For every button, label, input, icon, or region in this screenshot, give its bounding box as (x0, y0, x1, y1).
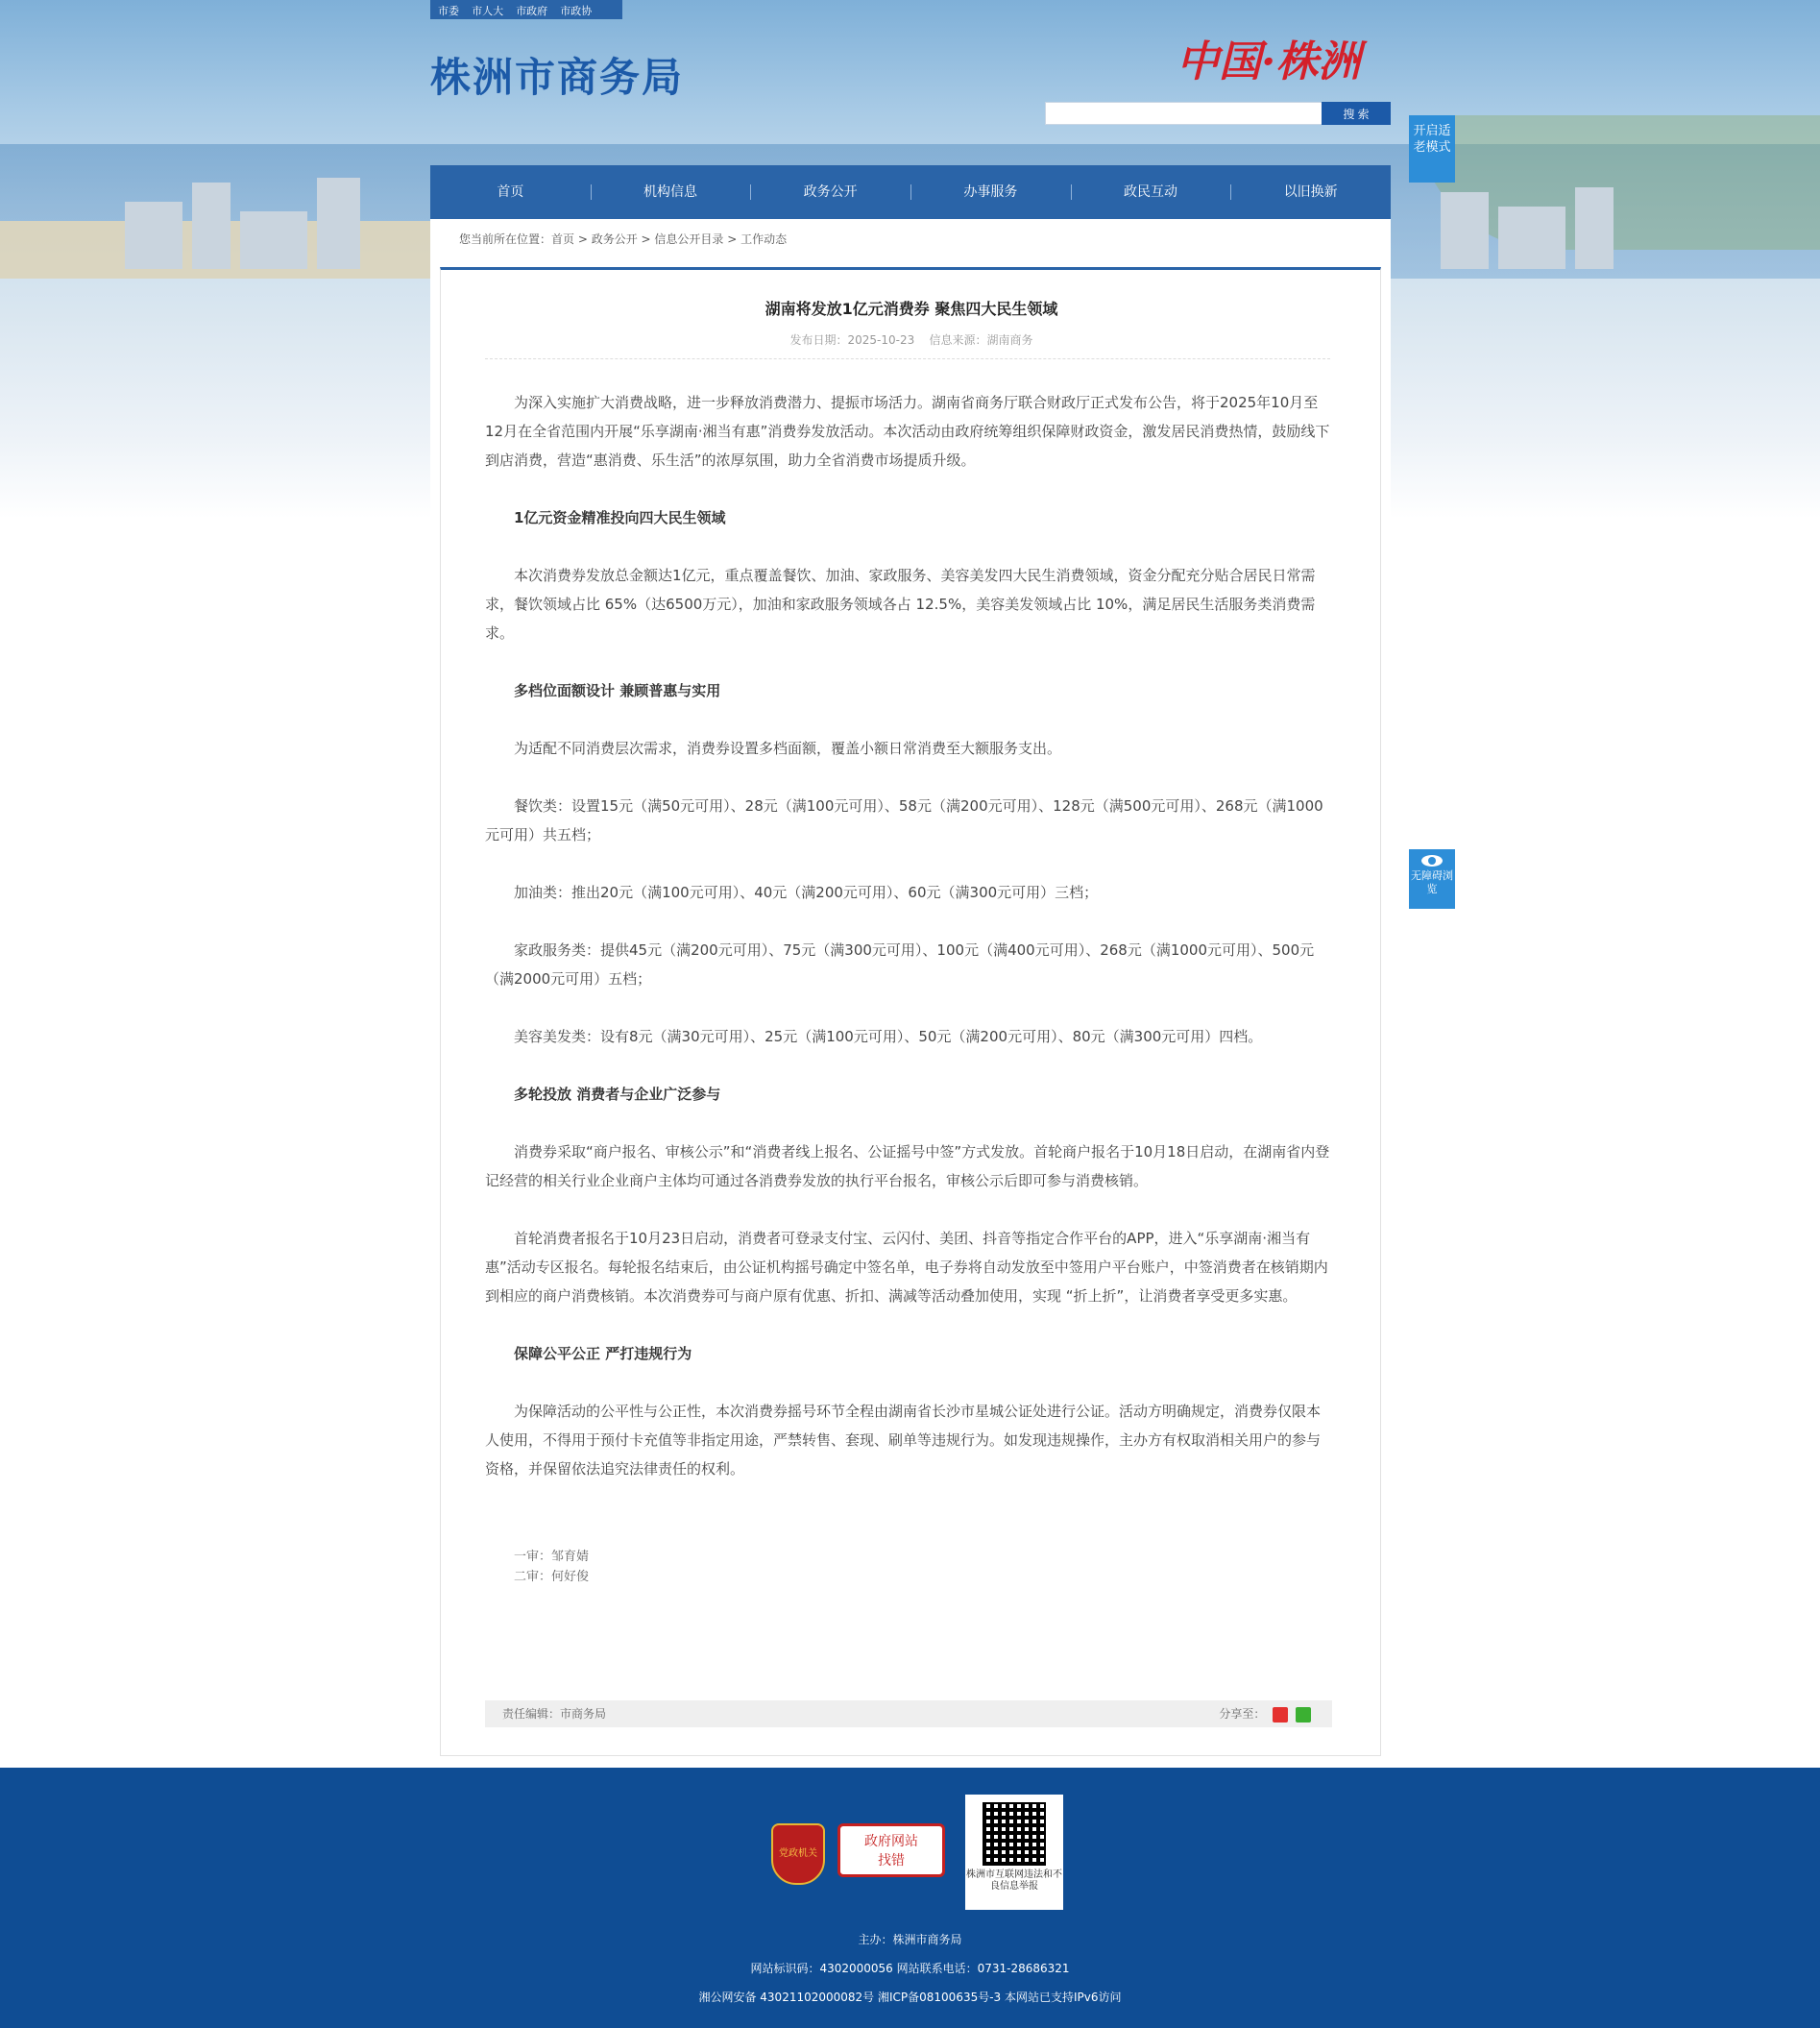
nav-interaction[interactable]: 政民互动 (1071, 165, 1231, 219)
section-heading: 多轮投放 消费者与企业广泛参与 (514, 1086, 721, 1103)
building (192, 183, 231, 269)
search-button[interactable]: 搜 索 (1322, 102, 1391, 125)
article-body (485, 388, 1332, 1587)
paragraph: 为保障活动的公平性与公正性，本次消费券摇号环节全程由湖南省长沙市星城公证处进行公证。活动方明确规定，消费券仅限本人使用，不得用于预付卡充值等非指定用途，严禁转售、套现、刷单等违规行为。如发现违规操作，主办方有权取消相关用户的参与资格，并保留依法追究法律责任的权利。 (485, 1403, 1322, 1478)
nav-home[interactable]: 首页 (497, 184, 524, 200)
share-area (1219, 1700, 1311, 1727)
paragraph: 本次消费券发放总金额达1亿元，重点覆盖餐饮、加油、家政服务、美容美发四大民生消费领域，资金分配充分贴合居民日常需求，餐饮领域占比 65%（达6500万元），加油和家政服务领域各占 12.5%，美容美发领域占比 10%，满足居民生活服务类消费需求。 (485, 567, 1316, 642)
building (240, 211, 307, 269)
article-panel (440, 267, 1381, 1756)
qr-caption: 株洲市互联网违法和不良信息举报 (966, 1869, 1062, 1892)
site-title[interactable]: 株洲市商务局 (430, 55, 685, 100)
responsible-editor: 责任编辑：市商务局 (502, 1707, 607, 1721)
qr-code-icon (983, 1802, 1046, 1866)
breadcrumb (459, 231, 787, 247)
top-link-cppcc[interactable]: 市政协 (560, 5, 593, 17)
footer-icp[interactable]: 湘公网安备 43021102000082号 湘ICP备08100635号-3 本网站已支持IPv6访问 (698, 1991, 1122, 2004)
building (125, 202, 182, 269)
paragraph: 餐饮类：设置15元（满50元可用）、28元（满100元可用）、58元（满200元可用）、128元（满500元可用）、268元（满1000元可用）共五档； (485, 797, 1323, 843)
top-links-bar (430, 0, 622, 19)
paragraph: 首轮消费者报名于10月23日启动，消费者可登录支付宝、云闪付、美团、抖音等指定合作平台的APP，进入“乐享湖南·湘当有惠”活动专区报名。每轮报名结束后，由公证机构摇号确定中签名单，电子券将自动发放至中签用户平台账户，中签消费者在核销期内到相应的商户消费核销。本次消费券可与商户原有优惠、折扣、满减等活动叠加使用，实现 “折上折”，让消费者享受更多实惠。 (485, 1230, 1328, 1305)
badge-line1: 政府网站 (864, 1834, 918, 1849)
building (1441, 192, 1489, 269)
audit-info (485, 1547, 1332, 1587)
party-gov-badge[interactable]: 党政机关 (771, 1823, 825, 1885)
paragraph: 消费券采取“商户报名、审核公示”和“消费者线上报名、公证摇号中签”方式发放。首轮商户报名于10月18日启动，在湖南省内登记经营的相关行业企业商户主体均可通过各消费券发放的执行平台报名，审核公示后即可参与消费核销。 (485, 1143, 1330, 1189)
breadcrumb-path[interactable]: 首页 > 政务公开 > 信息公开目录 > 工作动态 (551, 232, 788, 246)
building (1498, 207, 1565, 269)
accessible-label: 无障碍浏览 (1411, 869, 1453, 895)
weibo-icon[interactable] (1273, 1707, 1288, 1723)
section-heading: 保障公平公正 严打违规行为 (514, 1345, 692, 1362)
elder-mode-button[interactable]: 开启适老模式 (1409, 115, 1455, 183)
top-link-congress[interactable]: 市人大 (472, 5, 504, 17)
audit-first: 一审：邹育婧 (514, 1550, 590, 1564)
breadcrumb-prefix: 您当前所在位置： (459, 232, 552, 246)
title-divider (485, 358, 1330, 359)
badge-line2: 找错 (878, 1853, 905, 1869)
main-nav (430, 165, 1391, 219)
city-logo: 中国·株洲 (1177, 37, 1361, 86)
article-meta: 发布日期：2025-10-23 信息来源：湖南商务 (789, 333, 1033, 347)
site-footer (0, 1768, 1820, 2028)
nav-gov-affairs[interactable]: 政务公开 (750, 165, 910, 219)
paragraph: 加油类：推出20元（满100元可用）、40元（满200元可用）、60元（满300元可用）三档； (514, 884, 1099, 901)
section-heading: 多档位面额设计 兼顾普惠与实用 (514, 682, 721, 699)
building (317, 178, 360, 269)
search-input[interactable] (1045, 102, 1325, 125)
footer-host: 主办：株洲市商务局 (858, 1933, 962, 1946)
nav-trade-in[interactable]: 以旧换新 (1230, 165, 1391, 219)
paragraph: 家政服务类：提供45元（满200元可用）、75元（满300元可用）、100元（满400元可用）、268元（满1000元可用）、500元（满2000元可用）五档； (485, 941, 1315, 988)
share-label: 分享至： (1219, 1707, 1266, 1721)
report-qr[interactable] (965, 1795, 1063, 1910)
paragraph: 为适配不同消费层次需求，消费券设置多档面额，覆盖小额日常消费至大额服务支出。 (514, 740, 1062, 757)
nav-services[interactable]: 办事服务 (910, 165, 1071, 219)
paragraph: 为深入实施扩大消费战略，进一步释放消费潜力、提振市场活力。湖南省商务厅联合财政厅正式发布公告，将于2025年10月至12月在全省范围内开展“乐享湖南·湘当有惠”消费券发放活动。本次活动由政府统筹组织保障财政资金，激发居民消费热情，鼓励线下到店消费，营造“惠消费、乐生活”的浓厚氛围，助力全省消费市场提质升级。 (485, 394, 1330, 469)
article-title: 湖南将发放1亿元消费券 聚焦四大民生领域 (764, 300, 1058, 318)
nav-org-info[interactable]: 机构信息 (591, 165, 751, 219)
section-heading: 1亿元资金精准投向四大民生领域 (514, 509, 726, 526)
audit-second: 二审：何好俊 (514, 1570, 590, 1584)
main-content (430, 219, 1391, 1768)
eye-icon (1421, 855, 1443, 867)
accessible-browse-button[interactable] (1409, 849, 1455, 909)
top-link-government[interactable]: 市政府 (516, 5, 548, 17)
paragraph: 美容美发类：设有8元（满30元可用）、25元（满100元可用）、50元（满200元可用）、80元（满300元可用）四档。 (514, 1028, 1263, 1045)
wechat-icon[interactable] (1296, 1707, 1311, 1723)
building (1575, 187, 1614, 269)
article-footer-bar (485, 1700, 1332, 1727)
footer-site-id: 网站标识码：4302000056 网站联系电话：0731-28686321 (750, 1962, 1070, 1975)
gov-site-error-badge[interactable] (837, 1823, 945, 1877)
search-box (1045, 102, 1391, 125)
top-link-party[interactable]: 市委 (438, 5, 459, 17)
